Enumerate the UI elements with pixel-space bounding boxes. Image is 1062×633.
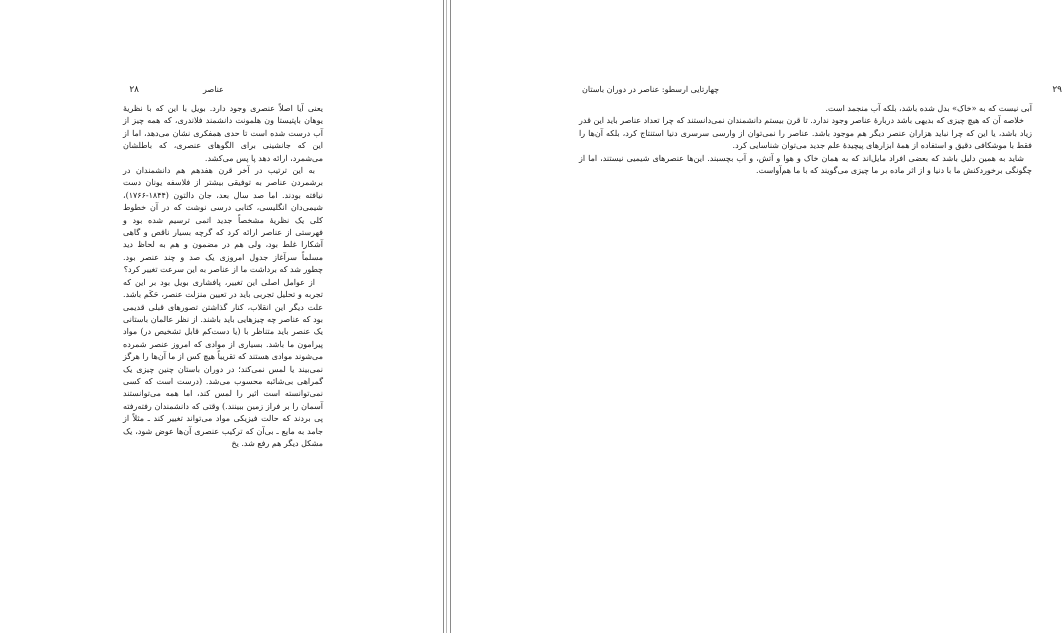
left-page-number: ۲۸ [129,85,139,95]
left-page [0,0,443,633]
paragraph: یعنی آیا اصلاً عنصری وجود دارد. بویل با این که با نظریهٔ یوهان باپتیستا ون هلمونت دانشمند فلاندری، که همه چیز از آب درست شده است تا حدی همفکری نشان می‌دهد، اما از این که جانشینی برای الگوهای عنصری، که باطلشان می‌شمرد، ارائه دهد پا پس می‌کشد. [123,104,323,163]
gutter-divider [446,0,447,633]
right-page-body [579,103,1032,177]
paragraph: خلاصه آن که هیچ چیزی که بدیهی باشد دربارهٔ عناصر وجود ندارد. تا قرن بیستم دانشمندان نمی‌دانستند که چرا تعداد عناصر باید این قدر زیاد باشد، یا این که چرا نباید هزاران عنصر دیگر هم موجود باشد. عناصر را نمی‌توان از وارسی سرسری دنیا استنتاج کرد، بلکه آن‌ها را فقط با موشکافی دقیق و استفاده از همهٔ ابزارهای پیچیدهٔ علم جدید می‌توان شناسایی کرد. [579,116,1032,151]
paragraph: از عوامل اصلی این تغییر، پافشاری بویل بود بر این که تجربه و تحلیل تجربی باید در تعیین منزلت عنصر، حَکَم باشد. علت دیگر این انقلاب، کنار گذاشتن تصورهای قبلی قدیمی بود که عناصر چه چیزهایی باید باشند. از نظر عالمان باستانی یک عنصر باید متناظر با (یا دست‌کم قابل تشخیص در) مواد پیرامون ما باشد. بسیاری از موادی که امروز عنصر شمرده می‌شوند موادی هستند که تقریباً هیچ کس از ما آن‌ها را هرگز نمی‌بیند یا لمس نمی‌کند؛ در دوران باستان چنین چیزی یک گمراهی بی‌شائبه محسوب می‌شد. (درست است که کسی نمی‌توانسته است اثیر را لمس کند، اما همه می‌توانستند آسمان را بر فراز زمین ببینند.) وقتی که دانشمندان رفته‌رفته پی بردند که حالت فیزیکی مواد می‌تواند تغییر کند ـ مثلاً از جامد به مایع ـ بی‌آن که ترکیب عنصری آن‌ها عوض شود، یک مشکل دیگر هم رفع شد. یخ [123,277,323,448]
right-page-header [582,84,1062,96]
paragraph: شاید به همین دلیل باشد که بعضی افراد مایل‌اند که به همان خاک و هوا و آتش، و آب بچسبند. این‌ها عنصرهای شیمیی نیستند، اما از چگونگی برخوردکنش ما با دنیا و از اثر ماده بر ما چیزی می‌گویند که با ما هم‌آواست. [579,153,1032,176]
right-page [451,0,1062,633]
right-running-title: چهارتایی ارسطو: عناصر در دوران باستان [582,85,720,94]
left-running-title: عناصر [203,85,224,94]
left-page-body [123,103,323,450]
gutter-divider [443,0,444,633]
paragraph: آبی نیست که به «خاک» بدل شده باشد، بلکه آب منجمد است. [825,104,1032,113]
paragraph: به این ترتیب در آخر قرن هفدهم هم دانشمندان در برشمردن عناصر به توفیقی بیشتر از فلاسفه یونان دست نیافته بودند. اما صد سال بعد، جان دالتون (۱۸۴۴-۱۷۶۶)، شیمی‌دان انگلیسی، کتابی درسی نوشت که در آن خطوط کلی یک نظریهٔ مشخصاً جدید اتمی ترسیم شده بود و فهرستی از عناصر ارائه کرد که گرچه بسیار ناقص و گاهی آشکارا غلط بود، ولی هم در مضمون و هم به لحاظ دید مسلماً سرآغاز جدول امروزی یک صد و چند عنصر بود. چطور شد که برداشت ما از عناصر به این سرعت تغییر کرد؟ [123,166,323,275]
left-page-header [123,84,323,96]
right-page-number: ۲۹ [1052,85,1062,95]
